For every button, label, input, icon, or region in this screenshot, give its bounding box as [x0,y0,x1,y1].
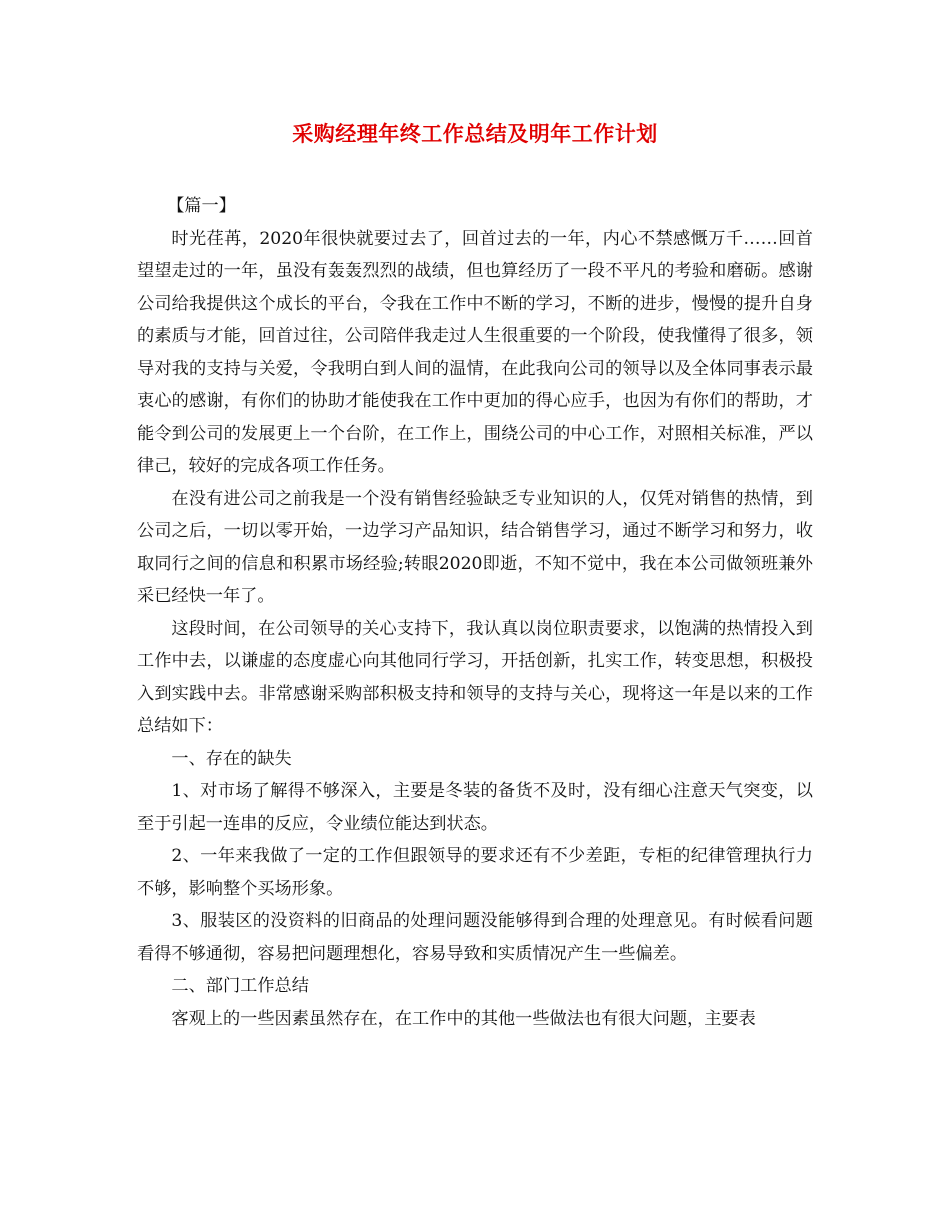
document-body [137,190,813,1035]
paragraph-department-summary: 客观上的一些因素虽然存在，在工作中的其他一些做法也有很大问题，主要表 [171,1008,756,1029]
heading-shortcomings: 一、存在的缺失 [171,748,292,769]
heading-department-summary: 二、部门工作总结 [171,976,309,996]
list-item-2: 2、一年来我做了一定的工作但跟领导的要求还有不少差距，专柜的纪律管理执行力不够，影响整个买场形象。 [137,846,813,899]
paragraph-background: 在没有进公司之前我是一个没有销售经验缺乏专业知识的人，仅凭对销售的热情，到公司之后，一切以零开始，一边学习产品知识，结合销售学习，通过不断学习和努力，收取同行之间的信息和积累市场经验;转眼2020即逝，不知不觉中，我在本公司做领班兼外采已经快一年了。 [137,488,813,606]
paragraph-summary-lead: 这段时间，在公司领导的关心支持下，我认真以岗位职责要求，以饱满的热情投入到工作中去，以谦虚的态度虚心向其他同行学习，开括创新，扎实工作，转变思想，积极投入到实践中去。非常感谢采购部积极支持和领导的支持与关心，现将这一年是以来的工作总结如下： [137,618,813,736]
list-item-1: 1、对市场了解得不够深入，主要是冬装的备货不及时，没有细心注意天气突变，以至于引起一连串的反应，令业绩位能达到状态。 [137,781,813,834]
section-label: 【篇一】 [167,196,236,216]
list-item-3: 3、服装区的没资料的旧商品的处理问题没能够得到合理的处理意见。有时候看问题看得不够通彻，容易把问题理想化，容易导致和实质情况产生一些偏差。 [137,911,813,964]
document-title: 采购经理年终工作总结及明年工作计划 [292,121,658,146]
paragraph-intro: 时光荏苒，2020年很快就要过去了，回首过去的一年，内心不禁感慨万千……回首望望走过的一年，虽没有轰轰烈烈的战绩，但也算经历了一段不平凡的考验和磨砺。感谢公司给我提供这个成长的平台，令我在工作中不断的学习，不断的进步，慢慢的提升自身的素质与才能，回首过往，公司陪伴我走过人生很重要的一个阶段，使我懂得了很多，领导对我的支持与关爱，令我明白到人间的温情，在此我向公司的领导以及全体同事表示最衷心的感谢，有你们的协助才能使我在工作中更加的得心应手，也因为有你们的帮助，才能令到公司的发展更上一个台阶，在工作上，围绕公司的中心工作，对照相关标准，严以律己，较好的完成各项工作任务。 [137,228,813,476]
